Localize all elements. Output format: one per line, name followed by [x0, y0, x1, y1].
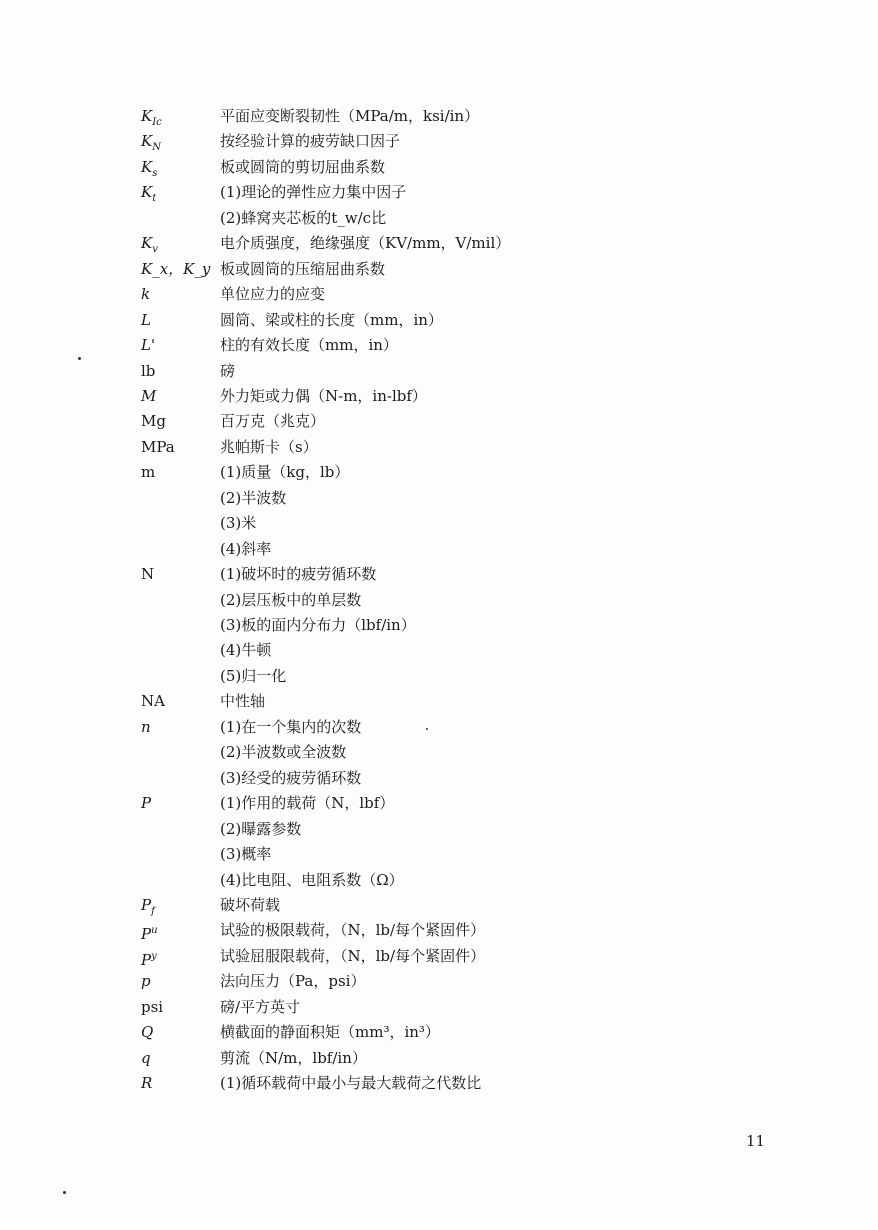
glossary-row — [0, 308, 878, 333]
symbol: $P_f$ — [141, 895, 155, 917]
symbol: $K_t$ — [141, 183, 157, 205]
symbol: MPa — [141, 437, 175, 456]
glossary-row — [0, 129, 878, 154]
glossary-row — [0, 231, 878, 256]
definition: 试验的极限载荷，（N，lb/每个紧固件） — [220, 921, 486, 940]
definition: (3)经受的疲劳循环数 — [220, 768, 362, 787]
symbol: Q — [141, 1023, 154, 1042]
symbol: NA — [141, 692, 165, 711]
symbol: $K_N$ — [141, 132, 161, 154]
symbol: L — [141, 310, 151, 329]
definition: 试验屈服限载荷，（N，lb/每个紧固件） — [220, 946, 486, 965]
definition: (2)曝露参数 — [220, 819, 302, 838]
symbol: p — [141, 972, 151, 991]
definition: (3)板的面内分布力（lbf/in） — [220, 616, 416, 634]
glossary-row — [0, 664, 878, 689]
glossary-row — [0, 613, 878, 638]
definition: (2)层压板中的单层数 — [220, 590, 362, 609]
definition: (5)归一化 — [220, 666, 287, 685]
definition: (4)斜率 — [220, 539, 272, 558]
glossary-row — [0, 282, 878, 307]
definition: 按经验计算的疲劳缺口因子 — [220, 132, 401, 151]
glossary-row — [0, 791, 878, 816]
symbol: M — [141, 386, 157, 405]
glossary-row — [0, 180, 878, 205]
definition: (2)蜂窝夹芯板的t_w/c比 — [220, 208, 387, 227]
symbol: k — [141, 285, 151, 304]
definition: 单位应力的应变 — [220, 285, 326, 304]
definition: (1)理论的弹性应力集中因子 — [220, 183, 407, 202]
definition: 外力矩或力偶（N-m，in-lbf） — [220, 386, 427, 405]
glossary-row — [0, 409, 878, 434]
symbol: lb — [141, 361, 156, 380]
symbol: $K_v$ — [141, 234, 158, 256]
glossary-row — [0, 944, 878, 969]
glossary-row — [0, 638, 878, 663]
symbol: $P^y$ — [141, 950, 157, 969]
scan-speck — [63, 1191, 66, 1194]
glossary-row — [0, 817, 878, 842]
definition: 兆帕斯卡（s） — [220, 437, 318, 456]
definition: 磅 — [220, 361, 236, 380]
glossary-row — [0, 842, 878, 867]
glossary-row — [0, 918, 878, 943]
glossary-row — [0, 155, 878, 180]
glossary-row — [0, 460, 878, 485]
definition: (2)半波数 — [220, 488, 287, 507]
glossary-row — [0, 384, 878, 409]
definition: (3)米 — [220, 514, 257, 533]
scan-speck — [78, 357, 81, 360]
definition: (4)牛顿 — [220, 641, 272, 660]
glossary-row — [0, 333, 878, 358]
glossary-row — [0, 995, 878, 1020]
definition: 磅/平方英寸 — [220, 997, 301, 1016]
definition: 中性轴 — [220, 692, 266, 711]
scan-speck — [426, 728, 428, 730]
glossary-row — [0, 740, 878, 765]
glossary-row — [0, 104, 878, 129]
glossary-row — [0, 868, 878, 893]
glossary-row — [0, 206, 878, 231]
symbol: q — [141, 1048, 151, 1067]
glossary-row — [0, 689, 878, 714]
symbol: m — [141, 463, 156, 482]
definition: 剪流（N/m，lbf/in） — [220, 1048, 367, 1067]
symbol: K_x，K_y — [141, 259, 211, 278]
symbol: Mg — [141, 412, 166, 431]
glossary-row — [0, 435, 878, 460]
symbol: $K_{Ic}$ — [141, 107, 162, 128]
glossary-row — [0, 1071, 878, 1096]
symbol: L' — [141, 336, 156, 355]
symbol: R — [141, 1074, 153, 1093]
glossary-row — [0, 893, 878, 918]
definition: (2)半波数或全波数 — [220, 743, 347, 762]
definition: (1)在一个集内的次数 — [220, 717, 362, 736]
glossary-row — [0, 359, 878, 384]
definition: (1)质量（kg，lb） — [220, 463, 350, 482]
glossary-row — [0, 562, 878, 587]
definition: (1)循环载荷中最小与最大载荷之代数比 — [220, 1074, 482, 1093]
symbol: $P^u$ — [141, 925, 158, 944]
glossary-row — [0, 1020, 878, 1045]
symbol: $K_s$ — [141, 157, 158, 179]
symbol: n — [141, 717, 151, 736]
glossary-row — [0, 715, 878, 740]
definition: 电介质强度，绝缘强度（KV/mm，V/mil） — [220, 234, 511, 253]
glossary-row — [0, 257, 878, 282]
page-number: 11 — [746, 1132, 766, 1150]
definition: 平面应变断裂韧性（MPa/m，ksi/in） — [220, 107, 480, 125]
symbol: psi — [141, 997, 164, 1016]
symbol: N — [141, 565, 155, 584]
glossary-row — [0, 486, 878, 511]
definition: (1)破坏时的疲劳循环数 — [220, 565, 377, 584]
glossary-row — [0, 1046, 878, 1071]
definition: (1)作用的载荷（N，lbf） — [220, 794, 395, 813]
definition: 柱的有效长度（mm，in） — [220, 336, 398, 355]
glossary-row — [0, 511, 878, 536]
symbol: P — [141, 794, 152, 813]
definition: 横截面的静面积矩（mm³，in³） — [220, 1023, 440, 1042]
definition: (4)比电阻、电阻系数（Ω） — [220, 870, 404, 889]
definition: 法向压力（Pa，psi） — [220, 972, 366, 991]
glossary-row — [0, 537, 878, 562]
definition: 板或圆筒的剪切屈曲系数 — [220, 157, 386, 176]
definition: 破坏荷载 — [220, 895, 281, 914]
definition: 圆筒、梁或柱的长度（mm，in） — [220, 310, 443, 329]
definition: 板或圆筒的压缩屈曲系数 — [220, 259, 386, 278]
definition: 百万克（兆克） — [220, 412, 326, 431]
glossary-row — [0, 969, 878, 994]
definition: (3)概率 — [220, 845, 272, 864]
glossary-row — [0, 766, 878, 791]
glossary-row — [0, 588, 878, 613]
